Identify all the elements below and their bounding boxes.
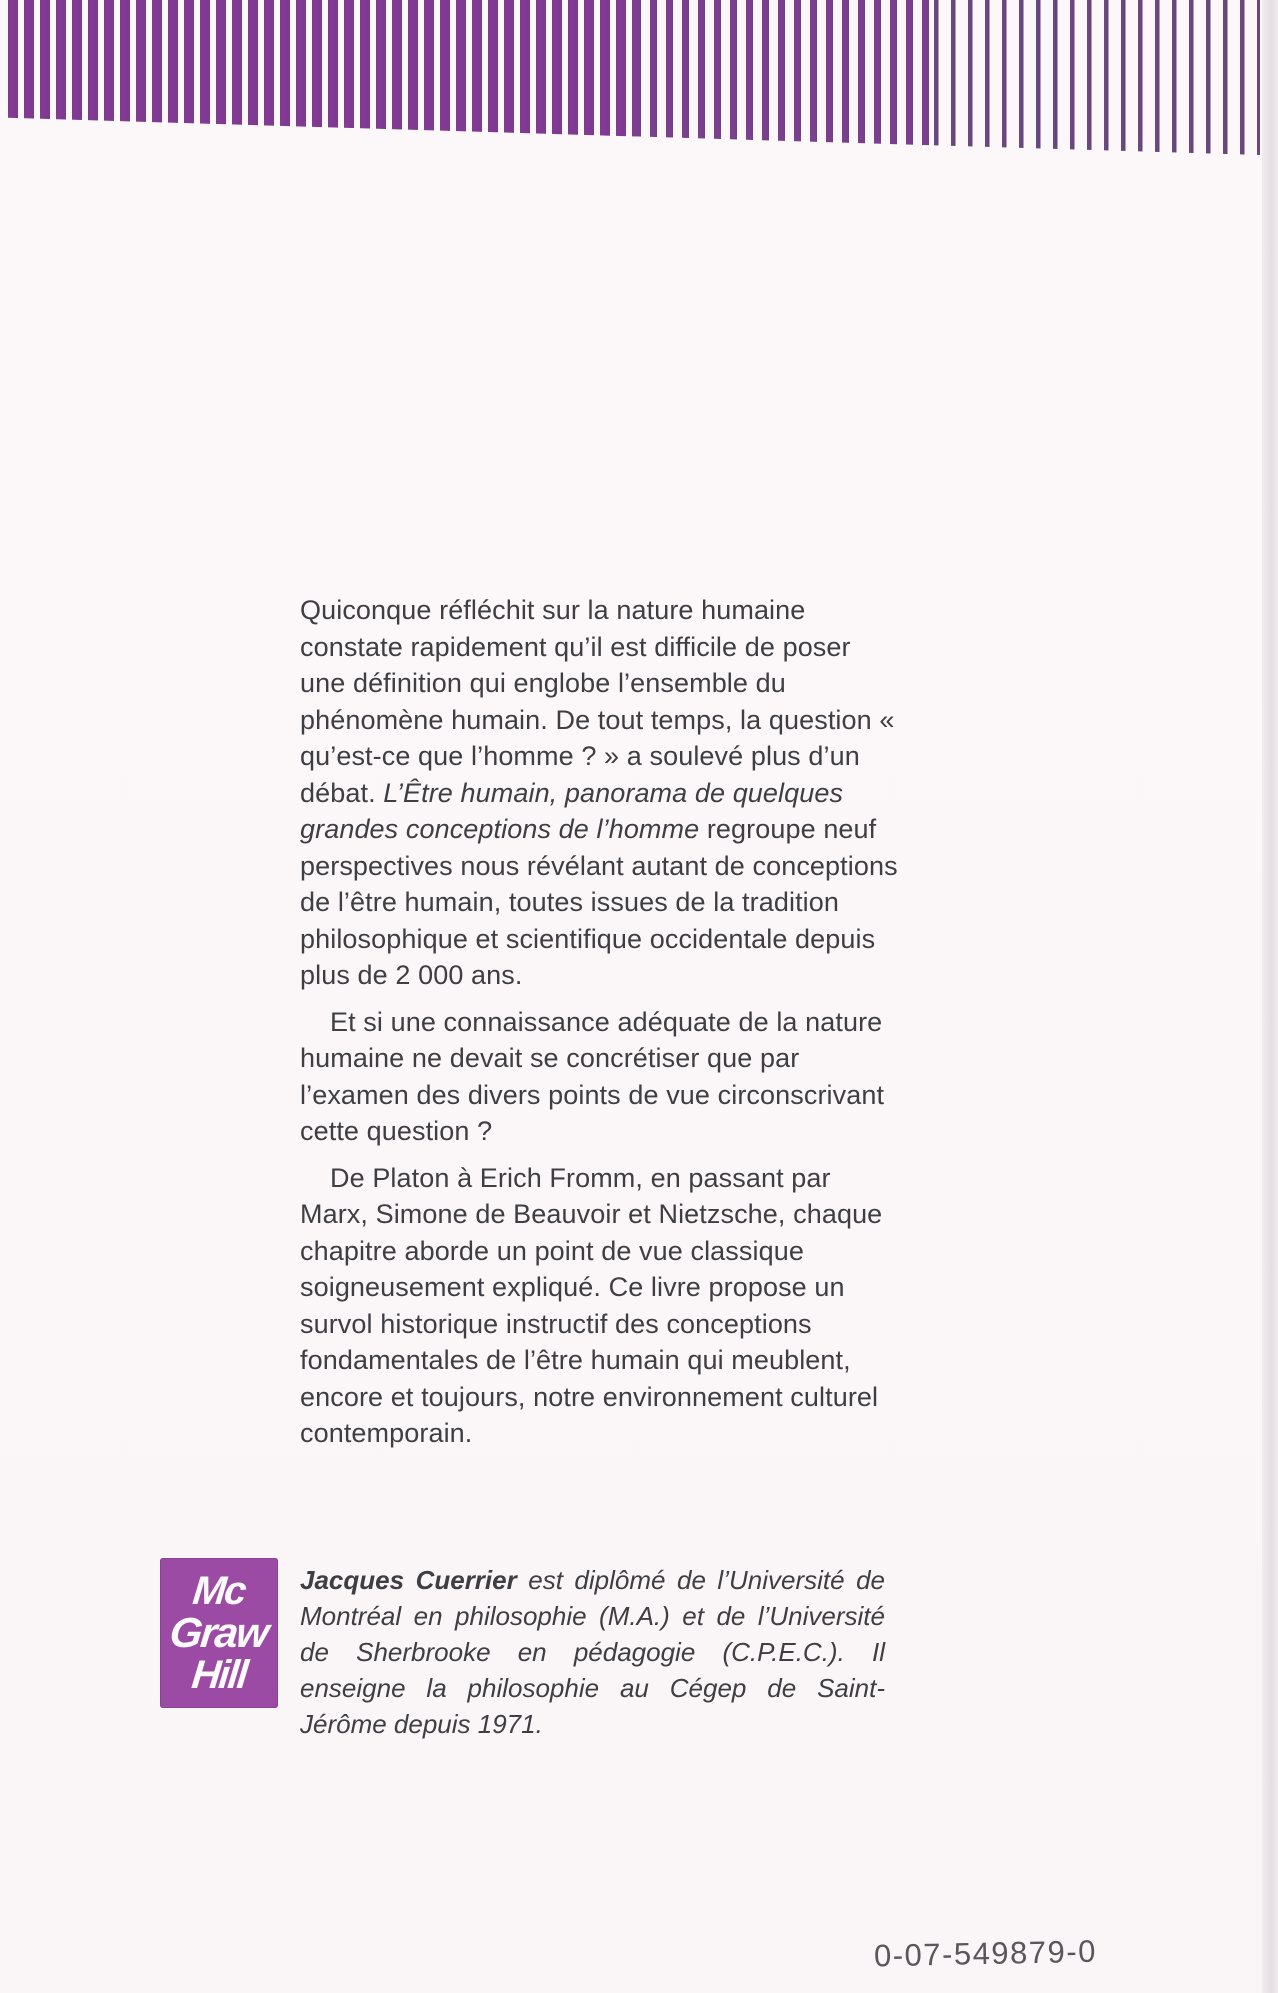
synopsis-paragraph-1 (300, 592, 900, 994)
logo-line-mc: Mc (190, 1569, 248, 1613)
book-title: L’Être humain, panorama de quelques grandes conceptions de l’homme (300, 777, 844, 844)
isbn: 0-07-549879-0 (873, 1933, 1098, 1974)
publisher-section (160, 1558, 900, 1742)
stripe-segment-thick (8, 0, 634, 155)
synopsis-paragraph-2: Et si une connaissance adéquate de la nature humaine ne devait se concrétiser que par l’examen des divers points de vue circonscrivant cette question ? (300, 1006, 885, 1146)
page-right-edge (1262, 0, 1278, 1993)
logo-line-hill: Hill (189, 1653, 249, 1697)
logo-line-graw: Graw (168, 1609, 271, 1656)
synopsis-paragraph-1-tail: regroupe neuf perspectives nous révélant autant de conceptions de l’être humain, toutes issues de la tradition philosophique et scientifique occidentale depuis plus de 2 000 ans. (300, 814, 898, 990)
stripe-segment-thin (934, 0, 1260, 155)
author-bio (300, 1562, 885, 1742)
synopsis-text (300, 592, 900, 1452)
author-bio-text: est diplômé de l’Université de Montréal en philosophie (M.A.) et de l’Université de Sherbrooke en pédagogie (C.P.E.C.). Il enseigne la philosophie au Cégep de Saint-Jérôme depuis 1971. (300, 1565, 885, 1739)
stripe-segment-medium (634, 0, 934, 155)
synopsis-paragraph-3: De Platon à Erich Fromm, en passant par Marx, Simone de Beauvoir et Nietzsche, chaque chapitre aborde un point de vue classique soigneusement expliqué. Ce livre propose un survol historique instructif des conceptions fondamentales de l’être humain qui meublent, encore et toujours, notre environnement culturel contemporain. (300, 1162, 883, 1448)
author-name: Jacques Cuerrier (300, 1565, 517, 1595)
mcgraw-hill-logo (160, 1558, 278, 1708)
stripe-band (8, 0, 1260, 155)
synopsis-paragraph-1-lead: Quiconque réfléchit sur la nature humaine constate rapidement qu’il est difficile de poser une définition qui englobe l’ensemble du phénomène humain. De tout temps, la question « qu’est-ce que l’homme ? » a soulevé plus d’un débat. (300, 595, 895, 808)
